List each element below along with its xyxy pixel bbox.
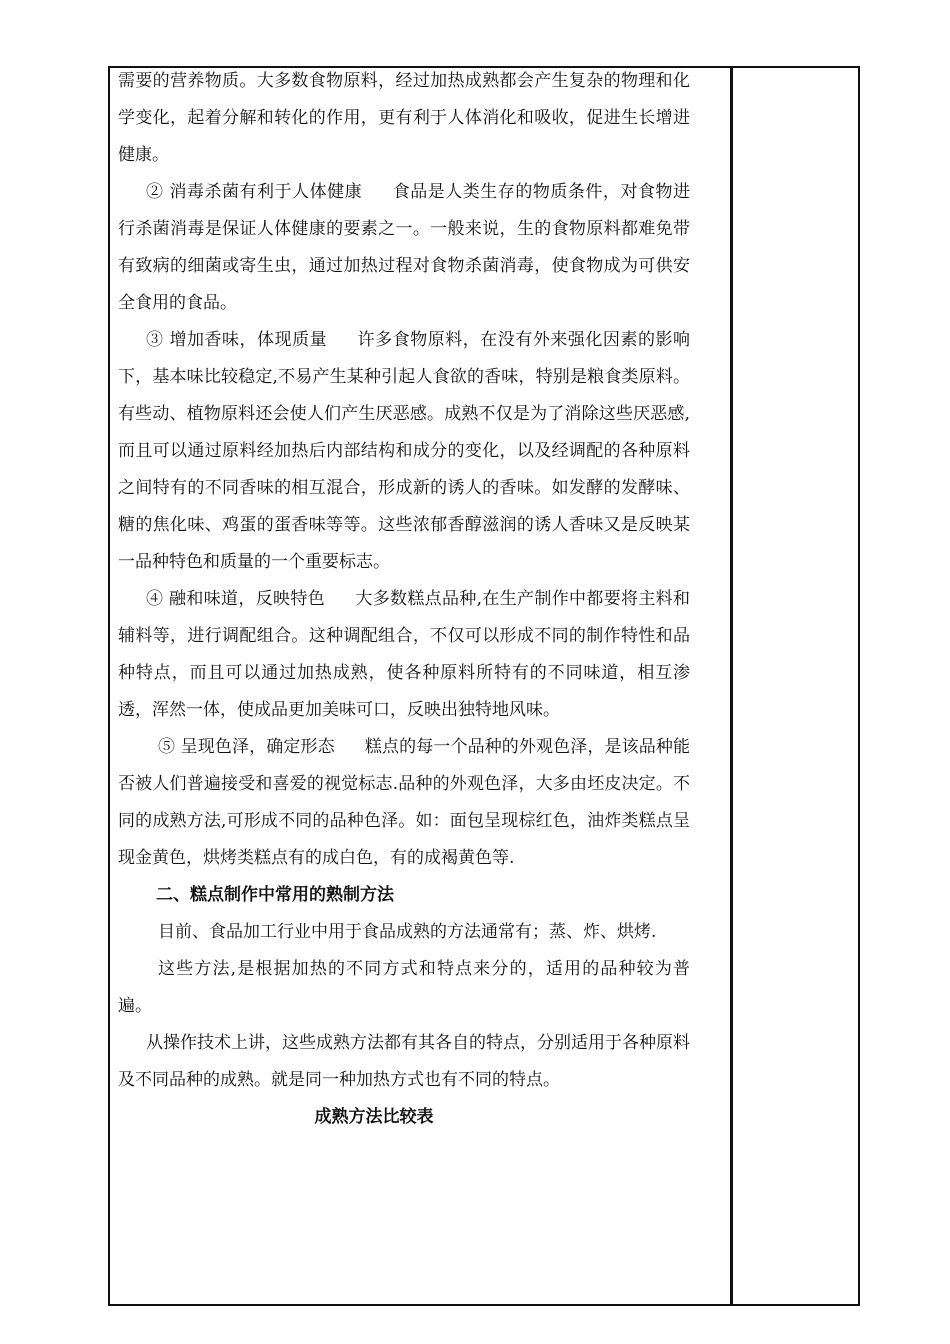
paragraph-techniques: 从操作技术上讲，这些成熟方法都有其各自的特点，分别适用于各种原料及不同品种的成熟。就是同一种加热方式也有不同的特点。 — [118, 1033, 690, 1090]
point-4-title: ④ 融和味道，反映特色 — [146, 589, 326, 609]
paragraph-aroma — [118, 322, 690, 581]
point-5-body: 糕点的每一个品种的外观色泽，是该品种能否被人们普遍接受和喜爱的视觉标志.品种的外观色泽，大多由坯皮决定。不同的成熟方法,可形成不同的品种色泽。如：面包呈现棕红色，油炸类糕点呈现金黄色，烘烤类糕点有的成白色，有的成褐黄色等. — [118, 737, 691, 868]
table-caption: 成熟方法比较表 — [314, 1107, 434, 1127]
paragraph-methods: 目前、食品加工行业中用于食品成熟的方法通常有；蒸、炸、烘烤. — [158, 922, 657, 942]
column-divider — [730, 66, 733, 1306]
paragraph-flavor — [118, 581, 690, 729]
paragraph-disinfection — [118, 174, 690, 322]
point-3-body: 许多食物原料，在没有外来强化因素的影响下，基本味比较稳定,不易产生某种引起人食欲的香味，特别是粮食类原料。有些动、植物原料还会使人们产生厌恶感。成熟不仅是为了消除这些厌恶感,而且可以通过原料经加热后内部结构和成分的变化，以及经调配的各种原料之间特有的不同香味的相互混合，形成新的诱人的香味。如发酵的发酵味、糖的焦化味、鸡蛋的蛋香味等等。这些浓郁香醇滋润的诱人香味又是反映某一品种特色和质量的一个重要标志。 — [118, 330, 691, 572]
point-4-body: 大多数糕点品种,在生产制作中都要将主料和辅料等，进行调配组合。这种调配组合，不仅可以形成不同的制作特性和品种特点，而且可以通过加热成熟，使各种原料所特有的不同味道，相互渗透，浑然一体，使成品更加美味可口，反映出独特地风味。 — [118, 589, 691, 720]
section-heading: 二、糕点制作中常用的熟制方法 — [156, 885, 394, 905]
paragraph-intro: 需要的营养物质。大多数食物原料，经过加热成熟都会产生复杂的物理和化学变化，起着分解和转化的作用，更有利于人体消化和吸收，促进生长增进健康。 — [118, 71, 690, 165]
paragraph-heating-ways: 这些方法,是根据加热的不同方式和特点来分的，适用的品种较为普遍。 — [118, 959, 690, 1016]
point-5-title: ⑤ 呈现色泽，确定形态 — [158, 737, 335, 757]
paragraph-color — [118, 729, 690, 877]
point-3-title: ③ 增加香味，体现质量 — [146, 330, 328, 350]
point-2-title: ② 消毒杀菌有利于人体健康 — [146, 182, 363, 202]
main-content-cell — [118, 63, 690, 1136]
point-2-body: 食品是人类生存的物质条件，对食物进行杀菌消毒是保证人体健康的要素之一。一般来说，生的食物原料都难免带有致病的细菌或寄生虫，通过加热过程对食物杀菌消毒，使食物成为可供安全食用的食品。 — [118, 182, 691, 313]
